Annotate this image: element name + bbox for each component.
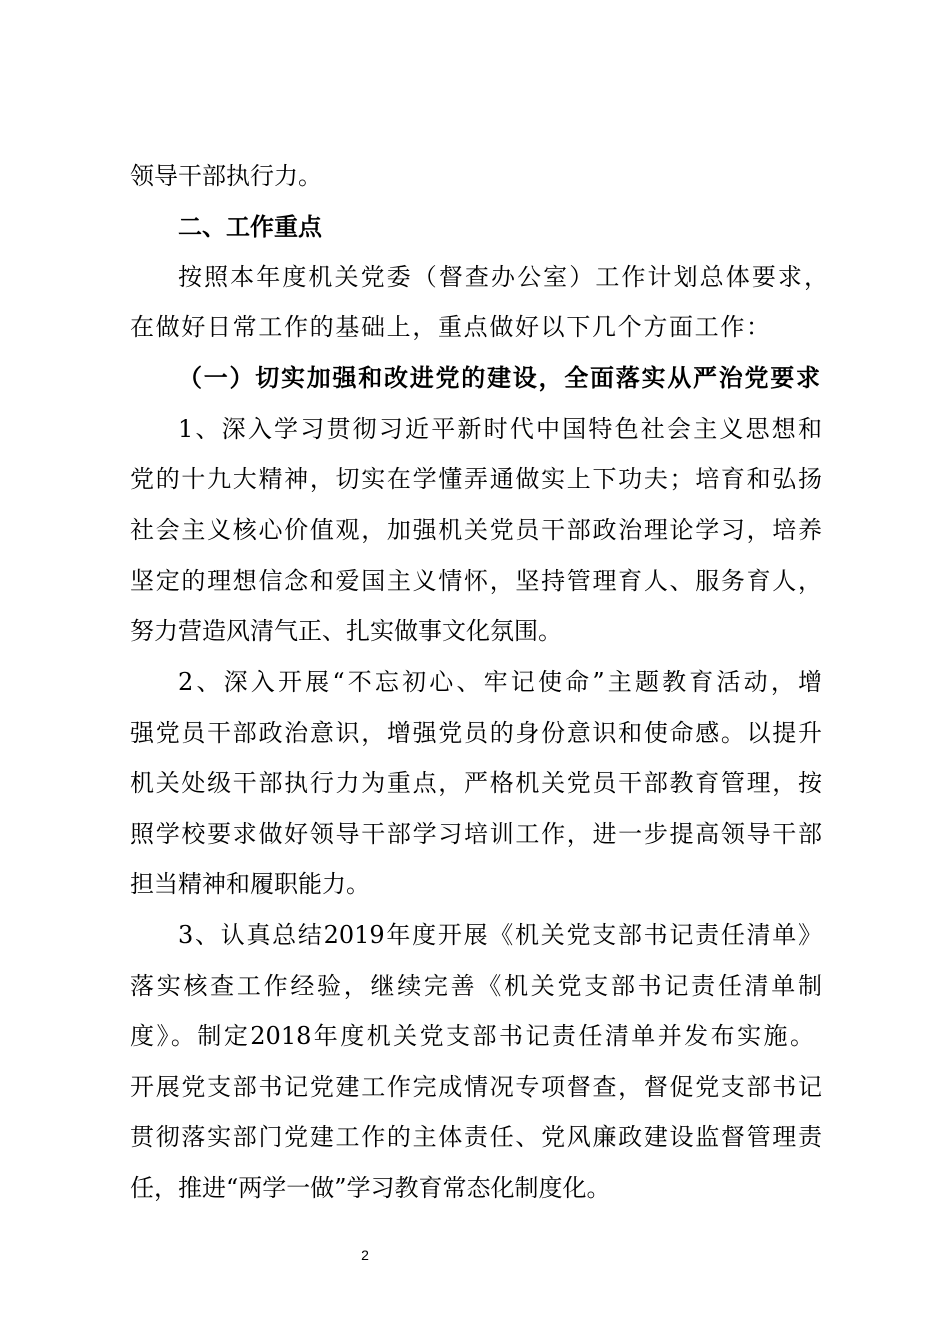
body-text-line: 强党员干部政治意识，增强党员的身份意识和使命感。以提升 xyxy=(130,719,822,747)
body-text-line: 照学校要求做好领导干部学习培训工作，进一步提高领导干部 xyxy=(130,820,822,848)
body-text-line: 落实核查工作经验，继续完善《机关党支部书记责任清单制 xyxy=(130,972,822,1000)
subsection-heading: （一）切实加强和改进党的建设，全面落实从严治党要求 xyxy=(178,363,820,392)
body-text-line: 度》。制定2018年度机关党支部书记责任清单并发布实施。 xyxy=(130,1022,814,1050)
body-text-line: 任，推进“两学一做”学习教育常态化制度化。 xyxy=(130,1174,611,1202)
body-text-line: 领导干部执行力。 xyxy=(130,162,322,190)
body-text-line: 在做好日常工作的基础上，重点做好以下几个方面工作： xyxy=(130,313,770,341)
body-text-line: 党的十九大精神，切实在学懂弄通做实上下功夫；培育和弘扬 xyxy=(130,465,822,493)
page-number: 2 xyxy=(361,1247,369,1263)
paragraph-first-line: 按照本年度机关党委（督查办公室）工作计划总体要求， xyxy=(178,263,828,291)
body-text-line: 担当精神和履职能力。 xyxy=(130,870,370,898)
paragraph-first-line: 1、深入学习贯彻习近平新时代中国特色社会主义思想和 xyxy=(178,415,822,443)
paragraph-first-line: 2、深入开展“不忘初心、牢记使命”主题教育活动，增 xyxy=(178,668,822,696)
body-text-line: 社会主义核心价值观，加强机关党员干部政治理论学习，培养 xyxy=(130,516,822,544)
section-heading: 二、工作重点 xyxy=(178,213,322,241)
body-text-line: 努力营造风清气正、扎实做事文化氛围。 xyxy=(130,617,562,645)
body-text-line: 开展党支部书记党建工作完成情况专项督查，督促党支部书记 xyxy=(130,1073,822,1101)
body-text-line: 贯彻落实部门党建工作的主体责任、党风廉政建设监督管理责 xyxy=(130,1123,822,1151)
body-text-line: 坚定的理想信念和爱国主义情怀，坚持管理育人、服务育人， xyxy=(130,567,822,595)
paragraph-first-line: 3、认真总结2019年度开展《机关党支部书记责任清单》 xyxy=(178,921,822,949)
body-text-line: 机关处级干部执行力为重点，严格机关党员干部教育管理，按 xyxy=(130,769,822,797)
